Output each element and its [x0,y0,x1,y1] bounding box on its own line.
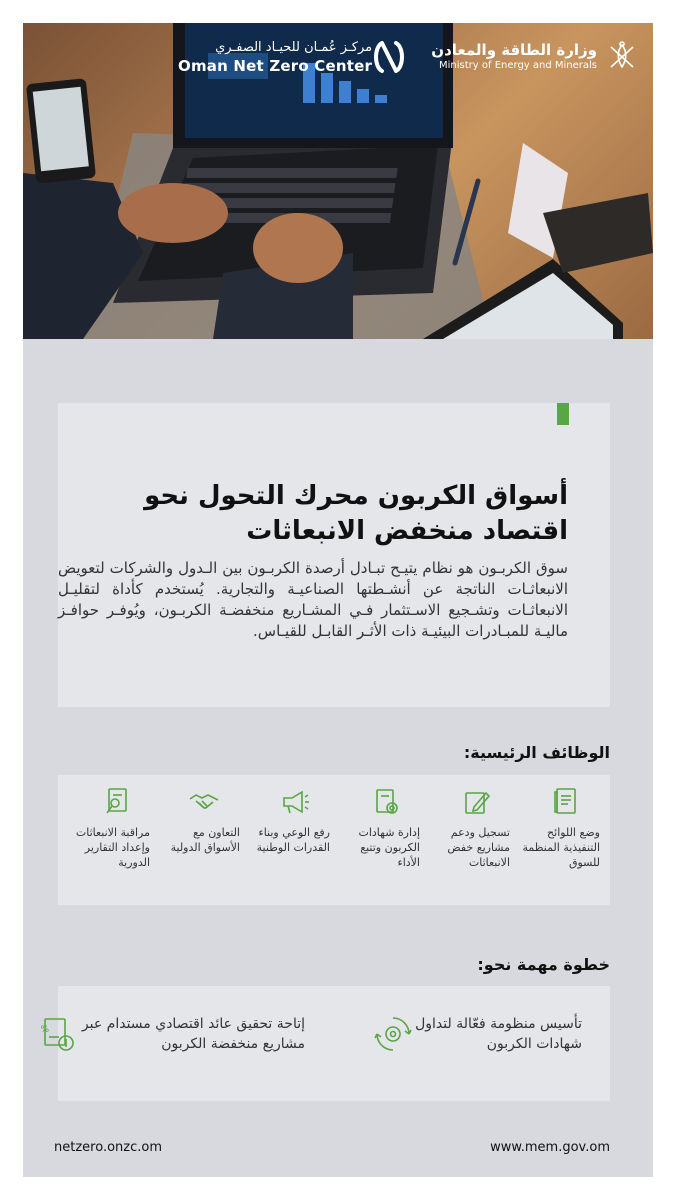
regulations-document-icon [554,787,580,817]
hero-photo [23,23,653,339]
function-item [515,787,600,870]
certificate-gear-icon [374,787,400,817]
step-label: تأسيس منظومة فعّالة لتداول شهادات الكربون [415,1016,582,1052]
function-label: وضع اللوائح التنفيذية المنظمة للسوق [522,826,600,869]
center-name-english: Oman Net Zero Center [178,57,373,75]
net-zero-mark-icon [372,37,406,77]
pencil-paper-icon [464,787,490,817]
function-item [155,787,240,855]
ministry-name-arabic: وزارة الطاقة والمعادن [431,40,597,59]
svg-text:%: % [40,1025,49,1035]
step-label: إتاحة تحقيق عائد اقتصادي مستدام عبر مشاريع منخفضة الكربون [81,1016,305,1052]
intro-description: سوق الكربـون هو نظام يتيـح تبـادل أرصدة الكربـون بين الـدول والشركات لتعويض الانبعاثـات الناتجة عن أنشـطتها الصناعيـة والتجارية. يُستخدم كأداة لتقليـل الانبعاثـات وتشـجيع الاسـتثمار فـي المشـاريع منخفضـة الكربـون، ويُوفـر حوافـز ماليـة للمبـادرات البيئيـة ذات الأثـر القابـل للقيـاس. [58,559,568,640]
footer-url-left[interactable]: netzero.onzc.om [54,1140,162,1155]
function-item [245,787,330,855]
functions-box [58,775,610,905]
cycle-gear-icon [374,1015,412,1053]
ministry-logo [431,39,639,73]
intro-box [58,403,610,707]
report-magnifier-icon [104,787,130,817]
function-label: رفع الوعي وبناء القدرات الوطنية [256,826,330,854]
functions-heading: الوظائف الرئيسية: [463,743,610,762]
function-label: مراقبة الانبعاثات وإعداد التقارير الدورية [75,826,150,869]
handshake-icon [188,787,220,817]
function-item [425,787,510,870]
function-label: تسجيل ودعم مشاريع خفض الانبعاثات [447,826,510,869]
step-item [35,1014,305,1054]
accent-square [557,403,569,425]
ministry-name-english: Ministry of Energy and Minerals [439,59,597,71]
function-label: التعاون مع الأسواق الدولية [170,826,240,854]
step-item [366,1014,582,1054]
megaphone-icon [280,787,310,817]
steps-heading: خطوة مهمة نحو: [477,955,610,974]
finance-return-icon [40,1015,75,1053]
page-title: أسواق الكربون محرك التحول نحو اقتصاد منخفض الانبعاثات [144,481,568,546]
function-item [65,787,150,870]
footer-url-right[interactable]: www.mem.gov.om [490,1140,610,1155]
net-zero-center-logo [178,37,416,77]
oman-emblem-icon [605,39,639,73]
infographic-card [23,23,653,1177]
center-name-arabic: مركـز عُمـان للحيـاد الصفـري [215,40,373,55]
function-label: إدارة شهادات الكربون وتتبع الأداء [358,826,420,869]
function-item [335,787,420,870]
steps-box [40,986,610,1101]
